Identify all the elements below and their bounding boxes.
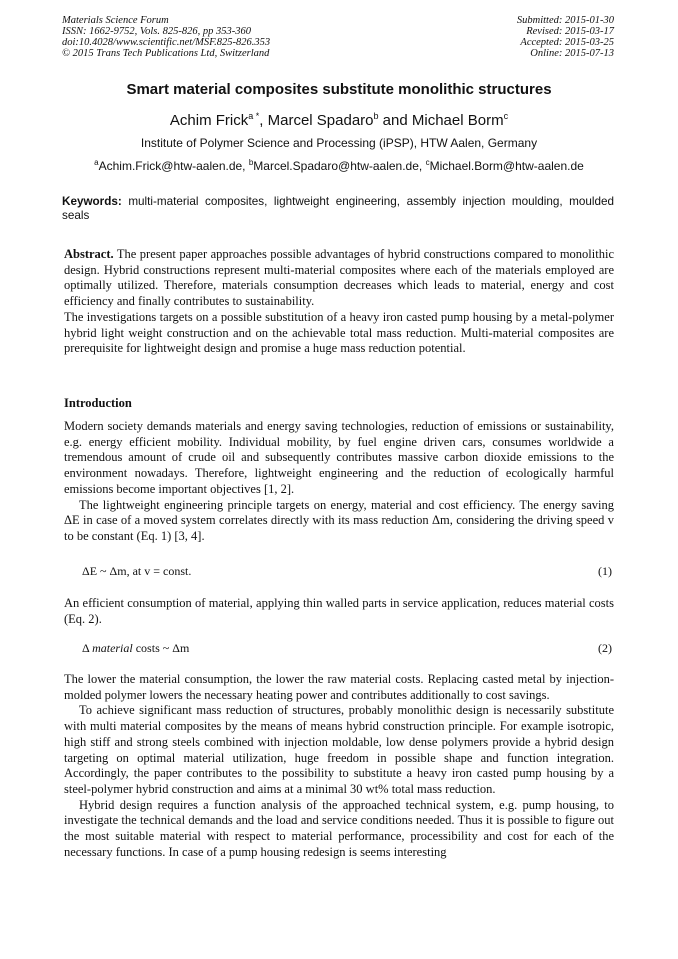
paper-title: Smart material composites substitute monolithic structures (126, 81, 552, 98)
author-separator: , (259, 112, 268, 129)
body-paragraph: An efficient consumption of material, applying thin walled parts in service application, reduces material costs (Eq. 2). (64, 596, 614, 626)
email-superscript: b (248, 158, 254, 167)
email-superscript: c (425, 158, 430, 167)
abstract-paragraph (64, 247, 614, 310)
body-paragraph: The lower the material consumption, the lower the raw material costs. Replacing casted metal by injection-molded polymer lowers the necessary heating power and contributes additionally to cost savings. (64, 672, 614, 702)
equation-text: costs ~ Δm (132, 641, 190, 655)
equation-1 (82, 564, 612, 579)
affiliation: Institute of Polymer Science and Processing (iPSP), HTW Aalen, Germany (140, 136, 538, 150)
author-name: Achim Frick (169, 112, 249, 129)
online-date: Online: 2015-07-13 (530, 48, 614, 59)
author-separator: and (378, 112, 412, 129)
keywords-text: multi-material composites, lightweight engineering, assembly injection moulding, moulded seals (62, 195, 614, 222)
doi-line: doi:10.4028/www.scientific.net/MSF.825-826.353 (62, 37, 271, 48)
keywords (62, 195, 614, 223)
body-paragraph: To achieve significant mass reduction of structures, probably monolithic design is necessarily substitute with multi material composites by the means of means hybrid construction principle. For example isotropic, high stiff and strong steels combined with injection moldable, low dense polymers provide a hybrid design targeting on optimal material utilization, huge freedom in possible shape and function integration. Accordingly, the paper contributes to the possibility to substitute a heavy iron casted pump housing by a steel-polymer hybrid construction and aims at a minimal 30 wt% total mass reduction. (64, 703, 614, 796)
equation-text: ΔE ~ Δm, at v = const. (82, 564, 192, 578)
equation-number: (2) (598, 641, 612, 655)
equation-variable: material (92, 641, 133, 655)
abstract-paragraph: The investigations targets on a possible substitution of a heavy iron casted pump housing by a metal-polymer hybrid light weight construction and on the achievable total mass reduction. Multi-material composites are prerequisite for lightweight design and promise a huge mass reduction potential. (64, 309, 614, 356)
email-address[interactable]: Achim.Frick@htw-aalen.de, (98, 159, 249, 173)
body-paragraph: Hybrid design requires a function analysis of the approached technical system, e.g. pump housing, to investigate the technical demands and the load and service conditions needed. Thus it is possible to figure out the most suitable material with respect to material performance, processibility and cost for each of the necessary functions. In case of a pump housing redesign is seems interesting (64, 797, 614, 859)
journal-name: Materials Science Forum (62, 15, 169, 26)
abstract-label: Abstract. (64, 247, 114, 261)
email-address[interactable]: Marcel.Spadaro@htw-aalen.de, (253, 159, 426, 173)
email-address[interactable]: Michael.Borm@htw-aalen.de (429, 159, 584, 173)
abstract-text: The present paper approaches possible advantages of hybrid constructions compared to monolithic design. Hybrid constructions represent multi-material composites where each of the materials employed are optimally utilized. Therefore, materials consumption decreases which leads to material, energy and cost efficiency and finally contributes to sustainability. (64, 247, 614, 309)
issn-line: ISSN: 1662-9752, Vols. 825-826, pp 353-360 (62, 26, 251, 37)
body-paragraph: The lightweight engineering principle targets on energy, material and cost efficiency. The energy saving ΔE in case of a moved system correlates directly with its mass reduction Δm, considering the driving speed v to be constant (Eq. 1) [3, 4]. (64, 497, 614, 543)
introduction-body (64, 419, 614, 545)
author-name: Michael Borm (411, 112, 504, 129)
equation-delta: Δ (82, 641, 93, 655)
author-name: Marcel Spadaro (267, 112, 374, 129)
publication-dates (517, 15, 614, 59)
email-superscript: a (94, 158, 99, 167)
body-paragraph: Modern society demands materials and energy saving technologies, reduction of emissions or sustainability, e.g. energy efficient mobility. Individual mobility, by fuel engine driven cars, consumes worldwide a tremendous amount of crude oil and subsequently contributes massive carbon dioxide emissions to the environment nowadays. Therefore, lightweight engineering and the reduction of ecologically harmful emissions become important objectives [1, 2]. (64, 419, 614, 496)
copyright-line: © 2015 Trans Tech Publications Ltd, Switzerland (62, 48, 270, 59)
author-list (0, 111, 678, 129)
equation-2 (82, 641, 612, 656)
section-heading-introduction: Introduction (64, 396, 132, 410)
equation-number: (1) (598, 564, 612, 578)
keywords-label: Keywords: (62, 195, 122, 208)
author-emails (0, 158, 678, 173)
introduction-body (64, 672, 614, 860)
author-superscript: c (503, 111, 509, 121)
author-superscript: a * (248, 111, 260, 121)
submitted-date: Submitted: 2015-01-30 (516, 15, 614, 26)
accepted-date: Accepted: 2015-03-25 (520, 37, 614, 48)
abstract (64, 247, 614, 357)
introduction-body (64, 596, 614, 627)
author-superscript: b (373, 111, 379, 121)
revised-date: Revised: 2015-03-17 (526, 26, 614, 37)
journal-info (62, 15, 270, 59)
